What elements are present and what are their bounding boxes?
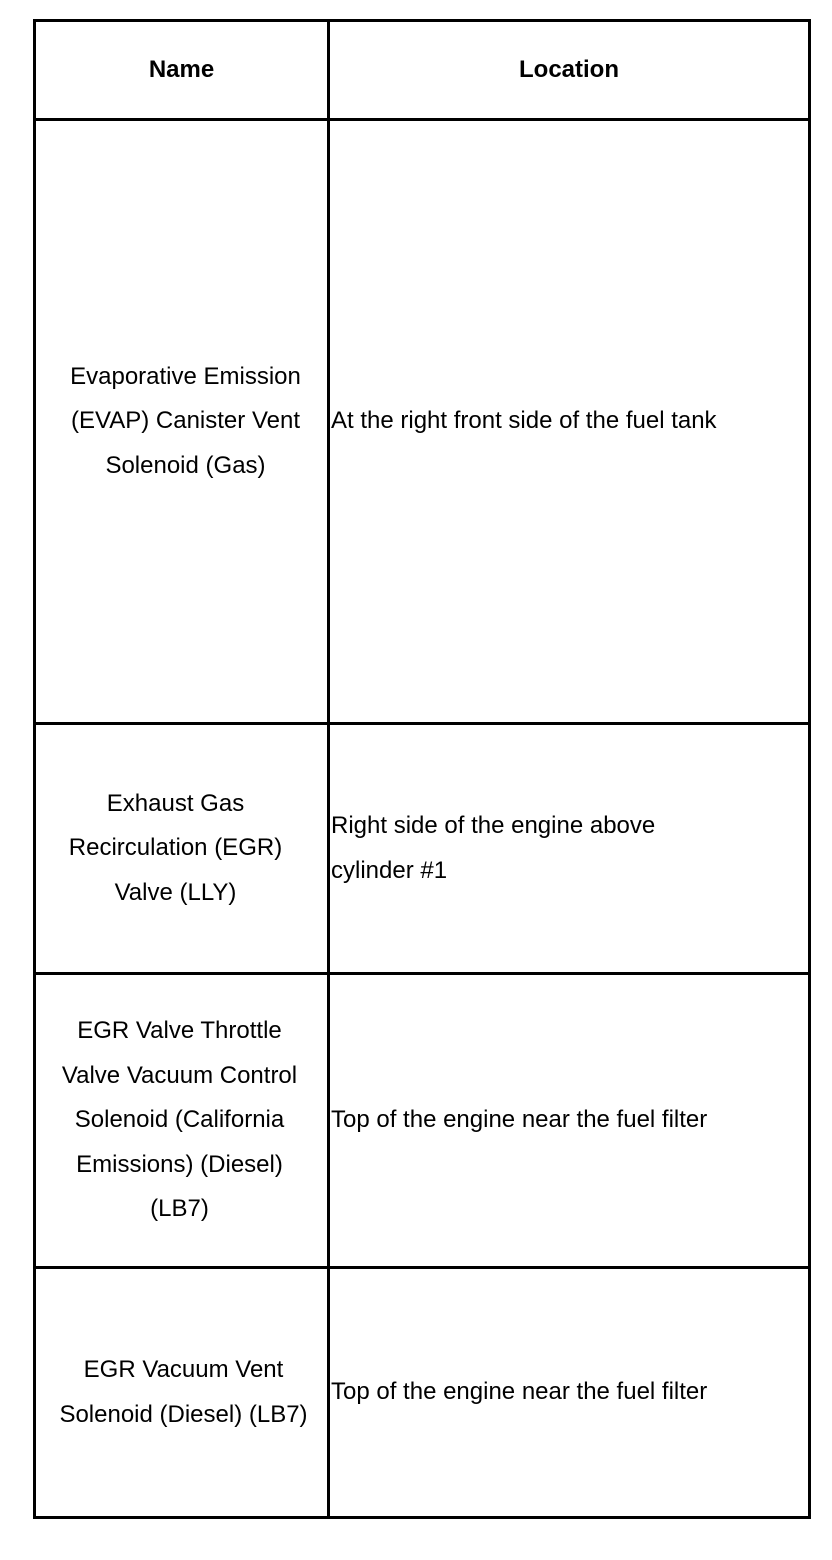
name-cell bbox=[35, 974, 329, 1268]
component-location-table bbox=[33, 19, 811, 1519]
component-name: EGR Valve Throttle Valve Vacuum Control Solenoid (California Emissions) (Diesel) (LB7) bbox=[61, 1017, 298, 1223]
table-row bbox=[35, 974, 810, 1268]
component-name: EGR Vacuum Vent Solenoid (Diesel) (LB7) bbox=[59, 1356, 308, 1428]
location-cell bbox=[329, 724, 810, 974]
table-row bbox=[35, 1268, 810, 1518]
location-cell bbox=[329, 120, 810, 724]
table-row bbox=[35, 120, 810, 724]
component-location: Top of the engine near the fuel filter bbox=[331, 1378, 708, 1406]
component-location: Top of the engine near the fuel filter bbox=[331, 1106, 708, 1134]
name-cell bbox=[35, 724, 329, 974]
header-row bbox=[35, 21, 810, 120]
table-row bbox=[35, 724, 810, 974]
header-name: Name bbox=[35, 21, 329, 120]
component-location: Right side of the engine above cylinder #1 bbox=[331, 812, 656, 884]
header-location: Location bbox=[329, 21, 810, 120]
name-cell bbox=[35, 1268, 329, 1518]
location-cell bbox=[329, 974, 810, 1268]
component-name: Exhaust Gas Recirculation (EGR) Valve (LLY) bbox=[68, 789, 283, 906]
component-location: At the right front side of the fuel tank bbox=[331, 407, 717, 435]
name-cell bbox=[35, 120, 329, 724]
location-cell bbox=[329, 1268, 810, 1518]
component-name: Evaporative Emission (EVAP) Canister Vent Solenoid (Gas) bbox=[70, 362, 301, 479]
